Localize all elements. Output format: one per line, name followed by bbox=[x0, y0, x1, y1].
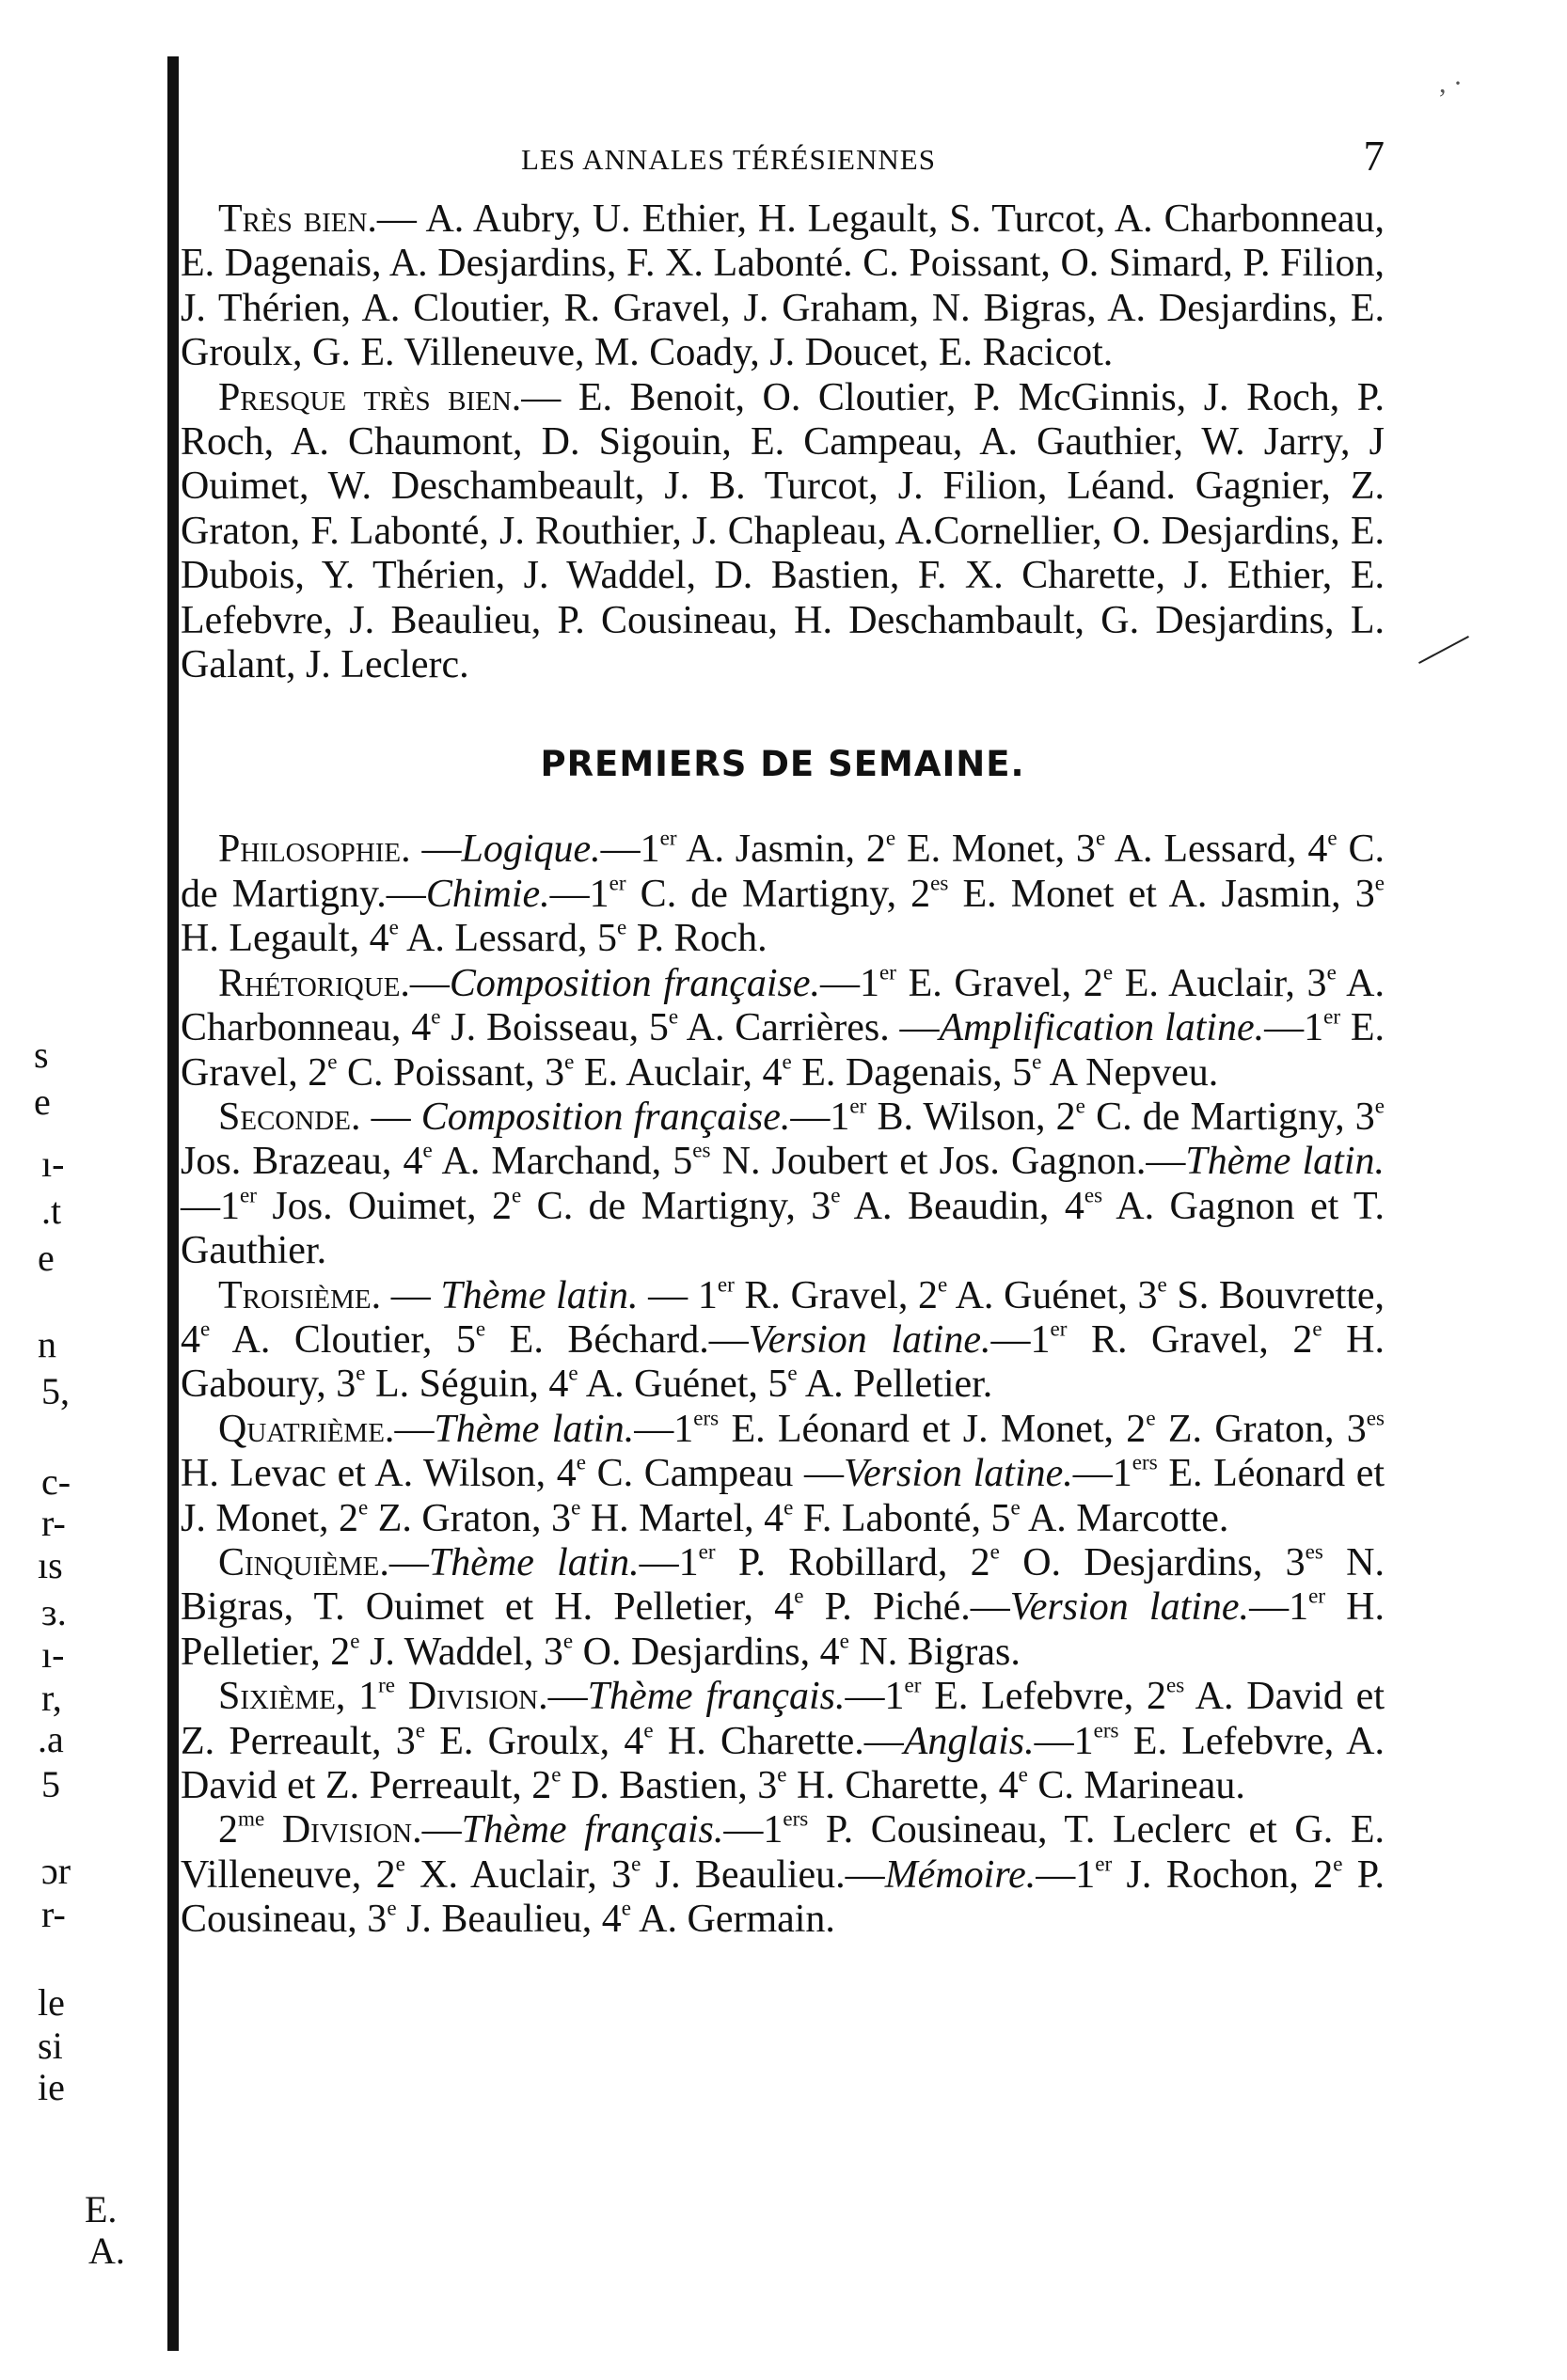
rank-text: A. Lessard, 4 bbox=[1105, 827, 1328, 872]
running-header bbox=[181, 132, 1385, 197]
rank-text: E. Lefebvre, A. David et Z. Perreault, 2 bbox=[181, 1719, 1385, 1807]
rank-sup: e bbox=[1095, 826, 1106, 851]
names-list: — E. Benoit, O. Cloutier, P. McGinnis, J. Roch, P. Roch, A. Chaumont, D. Sigouin, E. Campeau, A. Gauthier, W. Jarry, J Ouimet, W. Deschambeault, J. B. Turcot, J. Filion, Léand. Gagnier, Z. Graton, F. Labonté, J. Routhier, J. Chapleau, A.Cornellier, O. Desjardins, E. Dubois, Y. Thérien, J. Waddel, D. Bastien, F. X. Charette, J. Ethier, E. Lefebvre, J. Beaulieu, P. Cousineau, H. Deschambault, G. Desjardins, L. Galant, J. Leclerc. bbox=[181, 375, 1385, 687]
rank-sup: e bbox=[1032, 1048, 1042, 1074]
paragraph-tres-bien bbox=[181, 197, 1385, 376]
rank-sup: e bbox=[777, 1761, 787, 1787]
rank-text: E. Léonard et J. Monet, 2 bbox=[181, 1452, 1385, 1540]
rank-text: P. Robillard, 2 bbox=[715, 1540, 990, 1584]
class-label: Quatrième. bbox=[218, 1407, 395, 1451]
rank-sup: e bbox=[989, 1538, 1000, 1564]
page-number: 7 bbox=[1363, 133, 1385, 180]
rank-text: R. Gravel, 2 bbox=[1067, 1317, 1313, 1362]
margin-char: n bbox=[38, 1323, 56, 1365]
rank-text: A. Guénet, 5 bbox=[578, 1363, 788, 1407]
category-label: Très bien. bbox=[218, 197, 377, 241]
rank-text: J. Beaulieu.— bbox=[641, 1852, 885, 1897]
paragraph-rhetorique: Rhétorique.—Composition française.—1er E. Gravel, 2e E. Auclair, 3e A. Charbonneau, 4e J. Boisseau, 5e A. Carrières. —Amplification latine.—1er E. Gravel, 2e C. Poissant, 3e E. Auclair, 4e E. Dagenais, 5e A Nepveu. bbox=[181, 959, 1385, 1095]
rank-text: E. Monet et A. Jasmin, 3 bbox=[948, 872, 1375, 916]
margin-char: ı- bbox=[41, 1143, 65, 1185]
rank-text: C. Campeau — bbox=[586, 1452, 845, 1496]
rank-text: A. Marchand, 5 bbox=[432, 1140, 693, 1184]
rank-sup: e bbox=[885, 826, 896, 851]
rank-sup: er bbox=[659, 826, 677, 851]
rank-text: X. Auclair, 3 bbox=[404, 1852, 632, 1897]
rank-text: C. Poissant, 3 bbox=[337, 1050, 565, 1095]
paragraph-cinquieme: Cinquième.—Thème latin.—1er P. Robillard, 2e O. Desjardins, $3^{es}$ N. Bigras, T. Ouimet et H. Pelletier, 4e P. Piché.—Version latine.—1er H. Pelletier, 2e J. Waddel, 3e O. Desjardins, 4e N. Bigras. bbox=[181, 1538, 1385, 1674]
rank-text: E. Auclair, 4 bbox=[574, 1050, 783, 1095]
rank-sup: er bbox=[240, 1182, 257, 1207]
rank-sup: e bbox=[1374, 1093, 1385, 1118]
rank-sup: e bbox=[422, 1138, 433, 1162]
rank-text: O. Desjardins, 4 bbox=[573, 1630, 840, 1674]
rank-text: A. Pelletier. bbox=[797, 1363, 993, 1407]
rank-text: —1 bbox=[1036, 1852, 1096, 1897]
rank-sup: e bbox=[794, 1584, 804, 1609]
rank-sup: me bbox=[238, 1806, 265, 1832]
rank-text: P. Cousineau, T. Leclerc et G. E. Villeneuve, 2 bbox=[181, 1808, 1385, 1897]
rank-sup: e bbox=[1102, 959, 1114, 985]
rank-text: N. Bigras. bbox=[848, 1630, 1021, 1674]
rank-text: H. Martel, 4 bbox=[580, 1496, 784, 1540]
margin-char: ıs bbox=[38, 1544, 63, 1586]
rank-sup: e bbox=[1018, 1761, 1028, 1787]
rank-text: —1 bbox=[600, 827, 660, 872]
rank-text: —1 bbox=[1249, 1585, 1309, 1630]
rank-text: H. Pelletier, 2 bbox=[181, 1585, 1385, 1674]
paragraph-presque-tres-bien bbox=[181, 376, 1385, 688]
subject-label: Thème latin. bbox=[1185, 1140, 1385, 1184]
rank-sup: e bbox=[1312, 1316, 1322, 1341]
subject-label: Mémoire. bbox=[884, 1852, 1037, 1897]
margin-char: ɔr bbox=[41, 1850, 71, 1892]
scan-speck: , · bbox=[1439, 68, 1463, 99]
paragraph-troisieme: Troisième. — Thème latin. — 1er R. Gravel, 2e A. Guénet, 3e S. Bouvrette, 4e A. Cloutier, 5e E. Béchard.—Version latine.—1er R. Gravel, 2e H. Gaboury, 3e L. Séguin, 4e A. Guénet, 5e A. Pelletier. bbox=[181, 1271, 1385, 1407]
margin-char: E. bbox=[85, 2188, 118, 2230]
rank-text: J. Rochon, 2 bbox=[1112, 1852, 1334, 1897]
margin-char: .t bbox=[41, 1190, 62, 1232]
rank-text: J. Boisseau, 5 bbox=[440, 1006, 669, 1050]
rank-sup: e bbox=[327, 1048, 338, 1074]
rank-text: Z. Graton, 3 bbox=[1155, 1407, 1367, 1451]
rank-sup: es bbox=[1366, 1405, 1385, 1430]
rank-sup: e bbox=[621, 1895, 631, 1920]
rank-sup: e bbox=[1374, 870, 1385, 895]
rank-sup: e bbox=[356, 1361, 366, 1386]
rank-sup: e bbox=[938, 1271, 948, 1297]
paragraph-seconde: Seconde. — Composition française.—1er B. Wilson, 2e C. de Martigny, 3e Jos. Brazeau, 4e A. Marchand, $5^{es}$ N. Joubert et Jos. Gagnon.—Thème latin.—1er Jos. Ouimet, 2e C. de Martigny, 3e A. Beaudin, $4^{es}$ A. Gagnon et T. Gauthier. bbox=[181, 1093, 1385, 1273]
rank-text: A. David et Z. Perreault, 3 bbox=[181, 1675, 1385, 1763]
rank-text: C. de Martigny, 2 bbox=[625, 872, 931, 916]
rank-text: S. Bouvrette, 4 bbox=[181, 1273, 1385, 1362]
rank-sup: e bbox=[395, 1851, 405, 1876]
rank-text: —1 bbox=[990, 1317, 1051, 1362]
rank-text: E. Gravel, 2 bbox=[896, 961, 1103, 1005]
subject-label: Version latine. bbox=[748, 1317, 991, 1362]
rank-sup: e bbox=[643, 1717, 654, 1742]
rank-sup: e bbox=[564, 1048, 575, 1074]
rank-sup: er bbox=[609, 870, 626, 895]
rank-sup: er bbox=[849, 1093, 867, 1118]
rank-sup: e bbox=[562, 1628, 574, 1653]
category-label: Presque très bien. bbox=[218, 375, 522, 419]
rank-sup: e bbox=[571, 1494, 581, 1520]
section-title: PREMIERS DE SEMAINE. bbox=[540, 744, 1025, 785]
rank-sup: es bbox=[1165, 1672, 1185, 1697]
rank-text: J. Beaulieu, 4 bbox=[396, 1898, 622, 1942]
subject-label: Composition française. bbox=[449, 961, 821, 1005]
rank-text: E. Gravel, 2 bbox=[181, 1006, 1385, 1095]
rank-text: P. Cousineau, 3 bbox=[181, 1852, 1385, 1942]
rank-text: A. Charbonneau, 4 bbox=[181, 961, 1385, 1050]
rank-sup: er bbox=[698, 1538, 716, 1564]
rank-sup: e bbox=[1327, 826, 1337, 851]
margin-char: e bbox=[38, 1237, 55, 1279]
rank-text: A Nepveu. bbox=[1041, 1050, 1219, 1095]
rank-sup: e bbox=[576, 1449, 587, 1474]
subject-label: Anglais. bbox=[903, 1719, 1035, 1763]
class-label: Seconde. bbox=[218, 1095, 361, 1139]
rank-sup: e bbox=[1326, 959, 1337, 985]
rank-text: —1 bbox=[820, 961, 880, 1005]
rank-text: —1 bbox=[845, 1675, 905, 1719]
rank-sup: e bbox=[1075, 1093, 1085, 1118]
rank-text: C. de Martigny, 3 bbox=[1084, 1095, 1375, 1139]
rank-text: —1 bbox=[181, 1184, 240, 1228]
rank-text: —1 bbox=[634, 1407, 694, 1451]
paragraph-philosophie: Philosophie. —Logique.—1er A. Jasmin, 2e E. Monet, 3e A. Lessard, 4e C. de Martigny.—Chimie.—1er C. de Martigny, $2^{es}$ E. Monet et A. Jasmin, 3e H. Legault, 4e A. Lessard, 5e P. Roch. bbox=[181, 826, 1385, 961]
rank-sup: er bbox=[904, 1672, 922, 1697]
rank-text: E. Léonard et J. Monet, 2 bbox=[719, 1407, 1147, 1451]
rank-text: H. Charette, 4 bbox=[786, 1764, 1019, 1807]
rank-sup: er bbox=[1095, 1851, 1113, 1876]
margin-char: s bbox=[34, 1033, 49, 1076]
rank-text: C. Marineau. bbox=[1027, 1764, 1245, 1807]
rank-sup: re bbox=[378, 1672, 396, 1697]
margin-char: r, bbox=[41, 1677, 62, 1719]
rank-text: E. Béchard.— bbox=[485, 1317, 749, 1362]
rank-text: —1 bbox=[549, 872, 609, 916]
rank-sup: es bbox=[1305, 1538, 1323, 1564]
rank-sup: er bbox=[1050, 1316, 1068, 1341]
rank-text: A. Carrières. — bbox=[678, 1006, 940, 1050]
rank-text: J. Waddel, 3 bbox=[359, 1630, 563, 1674]
rank-sup: er bbox=[717, 1271, 735, 1297]
stray-pen-mark bbox=[1418, 636, 1469, 664]
subject-label: Chimie. bbox=[425, 872, 550, 916]
rank-text: A. Guénet, 3 bbox=[947, 1273, 1158, 1317]
rank-sup: e bbox=[431, 1003, 441, 1029]
subject-label: Logique. bbox=[461, 827, 601, 872]
rank-sup: e bbox=[415, 1717, 426, 1742]
rank-sup: e bbox=[617, 914, 627, 939]
class-label: Rhétorique. bbox=[218, 961, 410, 1005]
paragraph-sixieme-2: $2^{me}$ Division.—Thème français.—1ers P. Cousineau, T. Leclerc et G. E. Villeneuve, 2e X. Auclair, 3e J. Beaulieu.—Mémoire.—1er J. Rochon, 2e P. Cousineau, 3e J. Beaulieu, 4e A. Germain. bbox=[181, 1806, 1385, 1942]
subject-label: Version latine. bbox=[1009, 1585, 1250, 1630]
subject-label: Thème français. bbox=[461, 1808, 724, 1852]
class-label: Division. bbox=[395, 1675, 548, 1719]
rank-text: Z. Graton, 3 bbox=[368, 1496, 572, 1540]
rank-text: R. Gravel, 2 bbox=[734, 1273, 938, 1317]
rank-text: D. Bastien, 3 bbox=[561, 1764, 778, 1807]
rank-sup: er bbox=[879, 959, 896, 985]
rank-sup: e bbox=[388, 914, 399, 939]
rank-sup: ers bbox=[783, 1806, 809, 1832]
rank-text: A. Beaudin, 4 bbox=[840, 1184, 1084, 1228]
rank-sup: e bbox=[1333, 1851, 1343, 1876]
rank-sup: er bbox=[1308, 1584, 1326, 1609]
rank-text: — 1 bbox=[638, 1273, 718, 1317]
rank-text: —1 bbox=[1072, 1452, 1132, 1496]
rank-sup: e bbox=[551, 1761, 562, 1787]
rank-text: —1 bbox=[723, 1808, 784, 1852]
rank-sup: e bbox=[200, 1316, 211, 1341]
rank-text: O. Desjardins, 3 bbox=[999, 1540, 1306, 1584]
rank-text: H. Gaboury, 3 bbox=[181, 1317, 1385, 1407]
rank-text: —1 bbox=[1034, 1719, 1094, 1763]
margin-char: 5, bbox=[41, 1370, 70, 1412]
rank-sup: e bbox=[1146, 1405, 1156, 1430]
rank-sup: ers bbox=[1093, 1717, 1119, 1742]
rank-text: F. Labonté, 5 bbox=[793, 1496, 1011, 1540]
rank-text: E. Lefebvre, 2 bbox=[921, 1675, 1166, 1719]
margin-char: r- bbox=[41, 1502, 66, 1544]
rank-sup: er bbox=[1323, 1003, 1341, 1029]
rank-text: Jos. Brazeau, 4 bbox=[181, 1140, 423, 1184]
rank-sup: e bbox=[1010, 1494, 1021, 1520]
margin-char: .a bbox=[38, 1718, 64, 1760]
rank-text: P. Roch. bbox=[626, 917, 768, 961]
rank-text: C. de Martigny.— bbox=[181, 827, 1385, 916]
rank-text: B. Wilson, 2 bbox=[866, 1095, 1076, 1139]
subject-label: Composition française. bbox=[420, 1095, 791, 1139]
margin-char: ɜ. bbox=[41, 1591, 67, 1633]
rank-text: E. Monet, 3 bbox=[895, 827, 1096, 872]
class-label: Philosophie. bbox=[218, 827, 411, 872]
class-label: 2 bbox=[218, 1808, 238, 1852]
rank-text: A. Germain. bbox=[630, 1898, 835, 1942]
rank-sup: e bbox=[787, 1361, 798, 1386]
margin-char: le bbox=[38, 1981, 65, 2024]
subject-label: Thème français. bbox=[587, 1675, 846, 1719]
margin-char: e bbox=[34, 1080, 51, 1123]
margin-char: c- bbox=[41, 1460, 71, 1503]
rank-text: H. Legault, 4 bbox=[181, 917, 389, 961]
rank-sup: e bbox=[568, 1361, 578, 1386]
margin-char: si bbox=[38, 2025, 63, 2067]
rank-sup: es bbox=[930, 870, 949, 895]
margin-char: r- bbox=[41, 1893, 66, 1935]
rank-text: L. Séguin, 4 bbox=[365, 1363, 569, 1407]
rank-text: N. Bigras, T. Ouimet et H. Pelletier, 4 bbox=[181, 1540, 1385, 1630]
margin-char: A. bbox=[88, 2230, 125, 2272]
rank-sup: e bbox=[631, 1851, 641, 1876]
paragraph-sixieme-1: Sixième, 1re Division.—Thème français.—1er E. Lefebvre, $2^{es}$ A. David et Z. Perreault, 3e E. Groulx, 4e H. Charette.—Anglais.—1ers E. Lefebvre, A. David et Z. Perreault, 2e D. Bastien, 3e H. Charette, 4e C. Marineau. bbox=[181, 1672, 1385, 1807]
rank-sup: ers bbox=[1132, 1449, 1158, 1474]
rank-text: N. Joubert et Jos. Gagnon.— bbox=[710, 1140, 1186, 1184]
margin-char: 5 bbox=[41, 1763, 60, 1805]
rank-text: A. Jasmin, 2 bbox=[676, 827, 886, 872]
class-label: Division. bbox=[264, 1808, 422, 1852]
class-label: Troisième. bbox=[218, 1273, 382, 1317]
rank-sup: e bbox=[511, 1182, 522, 1207]
rank-text: H. Charette.— bbox=[653, 1719, 904, 1763]
class-label: Cinquième. bbox=[218, 1540, 389, 1584]
rank-sup: e bbox=[1157, 1271, 1167, 1297]
rank-text: —1 bbox=[639, 1540, 699, 1584]
rank-text: —1 bbox=[790, 1095, 850, 1139]
subject-label: Version latine. bbox=[844, 1452, 1073, 1496]
rank-text: A. Marcotte. bbox=[1020, 1496, 1229, 1540]
rank-text: Jos. Ouimet, 2 bbox=[256, 1184, 512, 1228]
running-title: LES ANNALES TÉRÉSIENNES bbox=[521, 143, 936, 176]
rank-text: A. Lessard, 5 bbox=[398, 917, 618, 961]
margin-char: ie bbox=[38, 2066, 65, 2108]
subject-label: Amplification latine. bbox=[939, 1006, 1265, 1050]
rank-text: H. Levac et A. Wilson, 4 bbox=[181, 1452, 577, 1496]
margin-char: ı- bbox=[41, 1633, 65, 1676]
names-list: — A. Aubry, U. Ethier, H. Legault, S. Turcot, A. Charbonneau, E. Dagenais, A. Desjardins, F. X. Labonté. C. Poissant, O. Simard, P. Filion, J. Thérien, A. Cloutier, R. Gravel, J. Graham, N. Bigras, A. Desjardins, E. Groulx, G. E. Villeneuve, M. Coady, J. Doucet, E. Racicot. bbox=[181, 197, 1385, 375]
rank-text: E. Groulx, 4 bbox=[425, 1719, 644, 1763]
rank-text: A. Gagnon et T. Gauthier. bbox=[181, 1184, 1385, 1273]
rank-text: E. Auclair, 3 bbox=[1113, 961, 1327, 1005]
rank-text: E. Dagenais, 5 bbox=[791, 1050, 1033, 1095]
subject-label: Thème latin. bbox=[428, 1540, 640, 1584]
page-column bbox=[181, 132, 1385, 1943]
rank-sup: e bbox=[387, 1895, 397, 1920]
rank-text: A. Cloutier, 5 bbox=[210, 1317, 476, 1362]
rank-text: C. de Martigny, 3 bbox=[521, 1184, 831, 1228]
facing-page-bleed bbox=[4, 0, 164, 2380]
rank-sup: ers bbox=[693, 1405, 720, 1430]
rank-sup: e bbox=[358, 1494, 369, 1520]
rank-sup: e bbox=[668, 1003, 679, 1029]
paragraph-quatrieme: Quatrième.—Thème latin.—1ers E. Léonard et J. Monet, 2e Z. Graton, $3^{es}$ H. Levac et A. Wilson, 4e C. Campeau —Version latine.—1ers E. Léonard et J. Monet, 2e Z. Graton, 3e H. Martel, 4e F. Labonté, 5e A. Marcotte. bbox=[181, 1405, 1385, 1540]
subject-label: Thème latin. bbox=[434, 1407, 635, 1451]
rank-text: —1 bbox=[1264, 1006, 1324, 1050]
rank-sup: es bbox=[1084, 1182, 1103, 1207]
rank-sup: e bbox=[475, 1316, 486, 1341]
rank-sup: es bbox=[692, 1138, 711, 1162]
rank-sup: e bbox=[784, 1494, 794, 1520]
rank-sup: e bbox=[831, 1182, 841, 1207]
subject-label: Thème latin. bbox=[440, 1273, 639, 1317]
binding-edge bbox=[167, 56, 179, 2351]
rank-sup: e bbox=[782, 1048, 792, 1074]
class-label: Sixième, 1 bbox=[218, 1675, 379, 1719]
rank-sup: e bbox=[839, 1628, 849, 1653]
rank-text: P. Piché.— bbox=[803, 1585, 1010, 1630]
rank-sup: e bbox=[350, 1628, 360, 1653]
